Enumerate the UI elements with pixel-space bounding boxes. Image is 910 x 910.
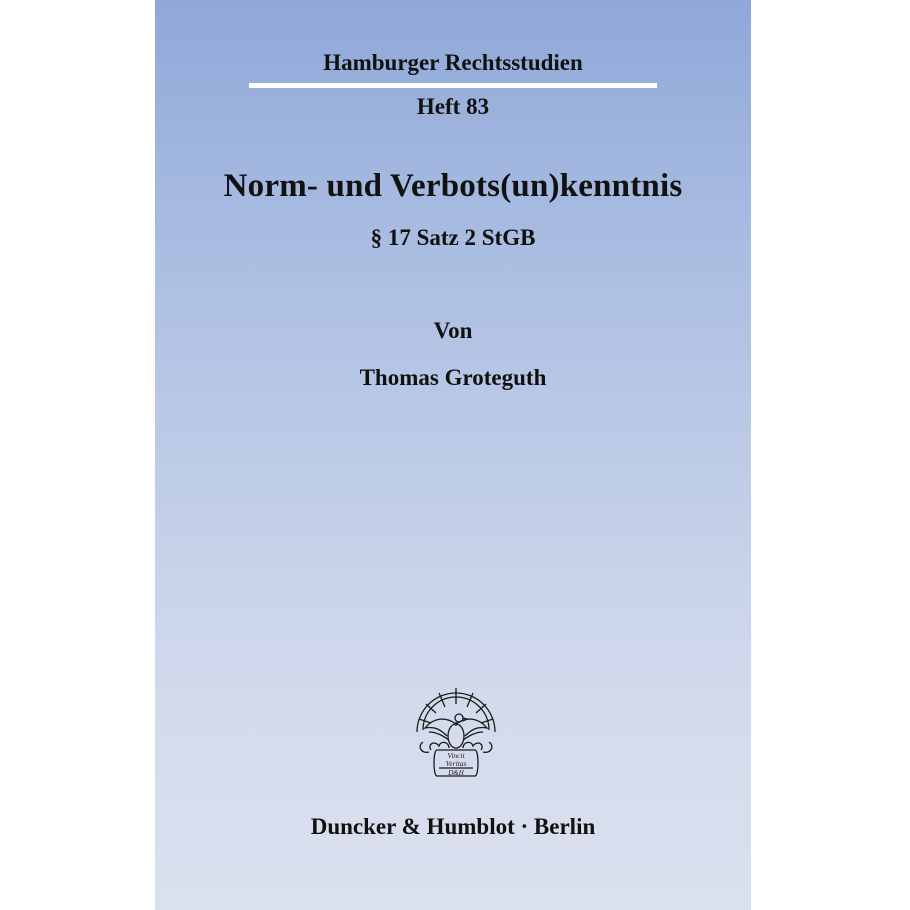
book-title: Norm- und Verbots(un)kenntnis	[223, 168, 683, 204]
author-prefix: Von	[433, 318, 473, 343]
logo-motto-line-1: Vincit	[447, 751, 465, 760]
logo-monogram: D&H	[448, 769, 464, 777]
logo-motto-line-2: Veritas	[445, 759, 467, 768]
book-cover	[155, 0, 751, 910]
series-divider	[249, 83, 657, 88]
series-title: Hamburger Rechtsstudien	[323, 50, 583, 75]
publisher-imprint: Duncker & Humblot · Berlin	[310, 814, 596, 839]
volume-number: Heft 83	[416, 94, 490, 119]
book-subtitle: § 17 Satz 2 StGB	[370, 225, 536, 250]
phoenix-emblem-icon	[409, 680, 503, 784]
author-name: Thomas Groteguth	[359, 365, 547, 390]
